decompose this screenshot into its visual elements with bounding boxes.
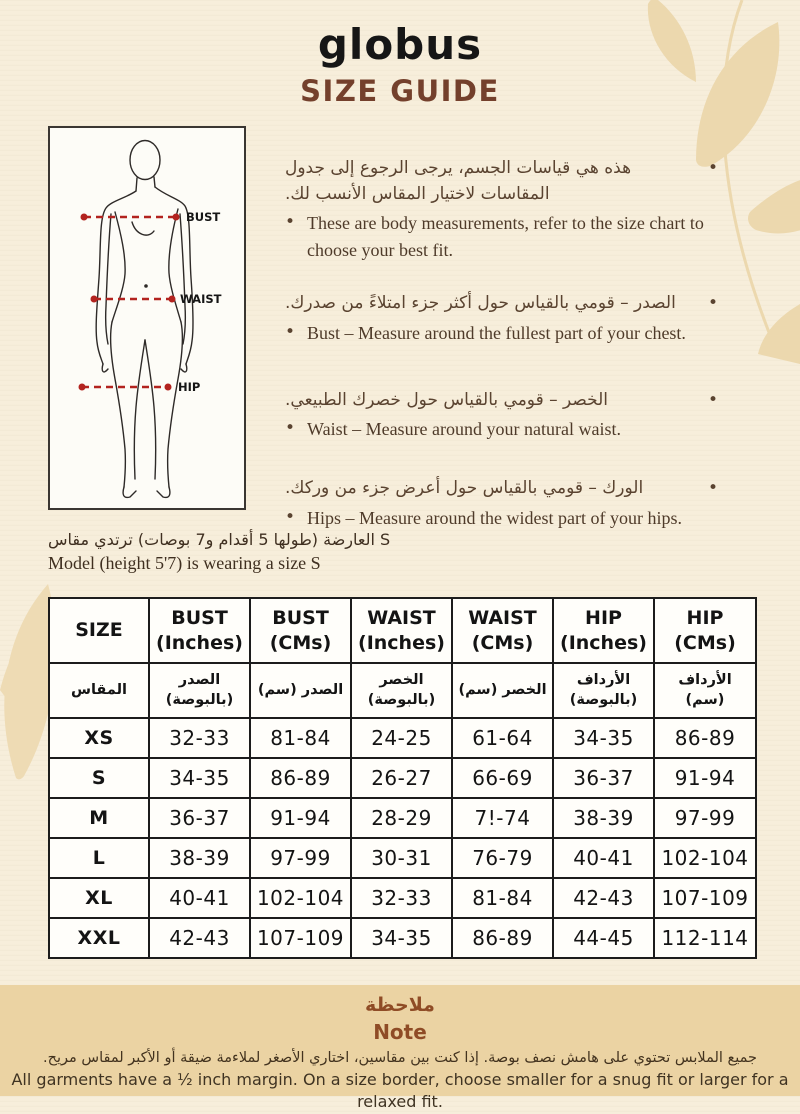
hip-line-label: HIP [178,380,201,394]
bust-line-label: BUST [186,210,221,224]
bullet-icon: • [707,158,718,178]
column-header-en: WAIST (Inches) [351,598,452,663]
table-row-xs [49,718,756,758]
bullet-icon: • [285,321,296,342]
measurement-cell: 107-109 [250,918,351,958]
measurement-cell: 107-109 [654,878,756,918]
column-header-ar: الأرداف (بالبوصة) [553,663,654,718]
measurement-cell: 26-27 [351,758,452,798]
bullet-text-en: Hips – Measure around the widest part of your hips. [307,507,682,528]
measurement-cell: 38-39 [553,798,654,838]
measurement-cell: 32-33 [149,718,250,758]
measurement-cell: 102-104 [654,838,756,878]
column-header-en: BUST (CMs) [250,598,351,663]
measurement-cell: 91-94 [654,758,756,798]
instruction-group [285,291,718,347]
size-table [48,597,757,959]
bullet-icon: • [285,418,296,438]
measurement-cell: 24-25 [351,718,452,758]
size-label-cell: S [49,758,149,798]
measurement-cell: 97-99 [250,838,351,878]
measurement-cell: 7!-74 [452,798,553,838]
column-header-ar: الخصر (بالبوصة) [351,663,452,718]
note-body-english: All garments have a ½ inch margin. On a size border, choose smaller for a snug fit or larger for a relaxed fit. [11,1070,789,1112]
table-header-row-en [49,598,756,663]
size-label-cell: L [49,838,149,878]
measurement-cell: 30-31 [351,838,452,878]
measurement-cell: 86-89 [654,718,756,758]
measurement-cell: 42-43 [149,918,250,958]
bullet-text-en: Waist – Measure around your natural waist. [307,419,621,439]
model-size-note-arabic: العارضة (طولها 5 أقدام و7 بوصات) ترتدي مقاس S [48,530,391,549]
bullet-text-en: Bust – Measure around the fullest part of your chest. [307,322,686,343]
measurement-cell: 34-35 [351,918,452,958]
size-label-cell: XXL [49,918,149,958]
bullet-icon: • [285,506,296,527]
note-title-arabic: ملاحظة [365,994,435,1016]
instruction-group [285,388,718,444]
measurement-cell: 38-39 [149,838,250,878]
note-body-arabic: جميع الملابس تحتوي على هامش نصف بوصة. إذا كنت بين مقاسين، اختاري الأصغر لملاءمة ضيقة أو الأكبر لمقاس مريح. [43,1049,757,1066]
measurement-cell: 34-35 [149,758,250,798]
column-header-en: HIP (Inches) [553,598,654,663]
table-header-row-ar [49,663,756,718]
column-header-ar: الأرداف (سم) [654,663,756,718]
waist-line-label: WAIST [180,292,222,306]
measurement-cell: 36-37 [149,798,250,838]
size-table-body [49,598,756,958]
model-size-note [48,528,488,574]
column-header-ar: الخصر (سم) [452,663,553,718]
measurement-cell: 97-99 [654,798,756,838]
measurement-cell: 61-64 [452,718,553,758]
measurement-cell: 32-33 [351,878,452,918]
table-row-l [49,838,756,878]
measurement-cell: 81-84 [452,878,553,918]
measurement-cell: 42-43 [553,878,654,918]
size-label-cell: M [49,798,149,838]
bullet-item-ar [285,388,718,414]
column-header-ar: الصدر (سم) [250,663,351,718]
measurement-cell: 40-41 [149,878,250,918]
measurement-cell: 28-29 [351,798,452,838]
bullet-text-ar: الورك – قومي بالقياس حول أعرض جزء من وركك. [285,478,644,498]
note-section [0,985,800,1112]
bullet-icon: • [707,478,718,498]
mannequin-illustration [50,128,244,508]
bullet-item-en [285,416,718,443]
measurement-cell: 36-37 [553,758,654,798]
measurement-cell: 44-45 [553,918,654,958]
bullet-item-ar [285,476,718,502]
bullet-item-ar [285,291,718,317]
measurement-cell: 91-94 [250,798,351,838]
measurement-cell: 112-114 [654,918,756,958]
model-size-note-english: Model (height 5'7) is wearing a size S [48,552,321,573]
bullet-text-ar: هذه هي قياسات الجسم، يرجى الرجوع إلى جدول المقاسات لاختيار المقاس الأنسب لك. [285,158,632,204]
column-header-en: BUST (Inches) [149,598,250,663]
size-chart [48,597,757,959]
column-header-en: WAIST (CMs) [452,598,553,663]
bullet-icon: • [285,212,296,232]
bullet-item-ar [285,156,718,207]
column-header-ar: المقاس [49,663,149,718]
measurement-instructions [285,156,718,559]
bullet-text-en: These are body measurements, refer to the size chart to choose your best fit. [307,213,704,260]
table-row-m [49,798,756,838]
instruction-group [285,476,718,532]
bullet-icon: • [707,293,718,313]
instruction-group [285,156,718,264]
measurement-cell: 76-79 [452,838,553,878]
table-row-s [49,758,756,798]
measurement-cell: 66-69 [452,758,553,798]
measurement-cell: 81-84 [250,718,351,758]
body-measurement-diagram [48,126,246,510]
bullet-icon: • [707,389,718,410]
column-header-en: SIZE [49,598,149,663]
page-title: SIZE GUIDE [300,74,500,108]
size-label-cell: XS [49,718,149,758]
bullet-item-en [285,320,718,347]
table-row-xxl [49,918,756,958]
bullet-text-ar: الخصر – قومي بالقياس حول خصرك الطبيعي. [285,389,609,410]
note-title-english: Note [373,1019,427,1044]
table-row-xl [49,878,756,918]
column-header-en: HIP (CMs) [654,598,756,663]
size-label-cell: XL [49,878,149,918]
measurement-cell: 102-104 [250,878,351,918]
measurement-cell: 40-41 [553,838,654,878]
measurement-cell: 86-89 [250,758,351,798]
bullet-item-en [285,210,718,264]
column-header-ar: الصدر (بالبوصة) [149,663,250,718]
measurement-cell: 86-89 [452,918,553,958]
bullet-text-ar: الصدر – قومي بالقياس حول أكثر جزء امتلاءً من صدرك. [285,293,676,313]
brand-logo: globus [317,20,483,69]
measurement-cell: 34-35 [553,718,654,758]
